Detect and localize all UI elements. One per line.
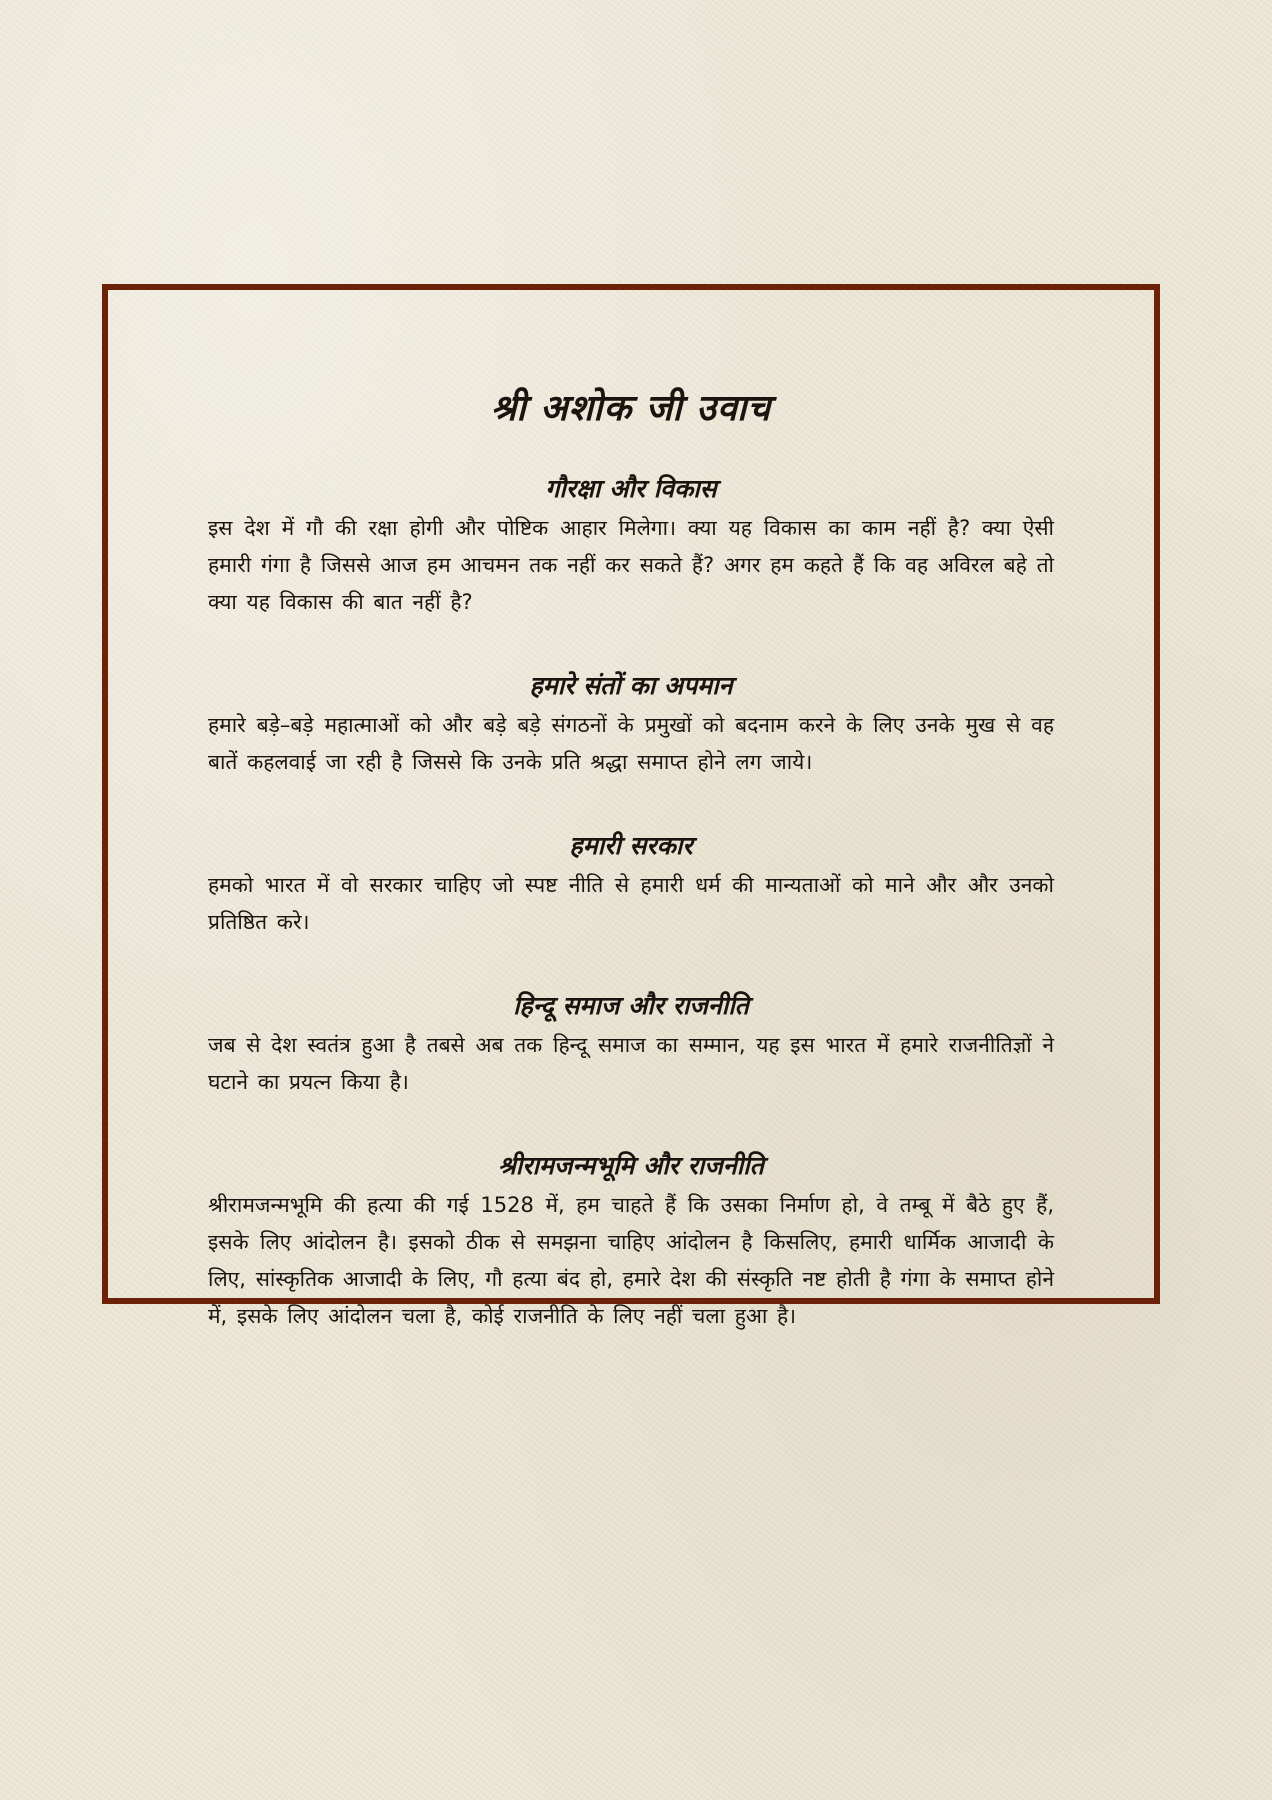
section-santon-ka-apmaan — [208, 669, 1054, 781]
section-hindu-samaj — [208, 989, 1054, 1101]
section-hamari-sarkar — [208, 829, 1054, 941]
section-body: श्रीरामजन्मभूमि की हत्या की गई 1528 में, हम चाहते हैं कि उसका निर्माण हो, वे तम्बू में बैठे हुए हैं, इसके लिए आंदोलन है। इसको ठीक से समझना चाहिए आंदोलन है किसलिए, हमारी धार्मिक आजादी के लिए, सांस्कृतिक आजादी के लिए, गौ हत्या बंद हो, हमारे देश की संस्कृति नष्ट होती है गंगा के समाप्त होने में, इसके लिए आंदोलन चला है, कोई राजनीति के लिए नहीं चला हुआ है। — [208, 1193, 1054, 1328]
section-heading: हमारे संतों का अपमान — [529, 671, 733, 700]
section-body: इस देश में गौ की रक्षा होगी और पोष्टिक आहार मिलेगा। क्या यह विकास का काम नहीं है? क्या ऐसी हमारी गंगा है जिससे आज हम आचमन तक नहीं कर सकते हैं? अगर हम कहते हैं कि वह अविरल बहे तो क्या यह विकास की बात नहीं है? — [208, 516, 1054, 614]
section-ramjanmabhoomi — [208, 1149, 1054, 1335]
section-body: जब से देश स्वतंत्र हुआ है तबसे अब तक हिन्दू समाज का सम्मान, यह इस भारत में हमारे राजनीतिज्ञों ने घटाने का प्रयत्न किया है। — [208, 1033, 1054, 1094]
section-heading: हमारी सरकार — [569, 831, 693, 860]
section-heading: गौरक्षा और विकास — [545, 474, 717, 503]
section-heading: श्रीरामजन्मभूमि और राजनीति — [498, 1151, 764, 1180]
page-content — [208, 384, 1054, 1383]
section-body: हमारे बड़े–बड़े महात्माओं को और बड़े बड़े संगठनों के प्रमुखों को बदनाम करने के लिए उनके मुख से वह बातें कहलवाई जा रही है जिससे कि उनके प्रति श्रद्धा समाप्त होने लग जाये। — [208, 713, 1054, 774]
page-title: श्री अशोक जी उवाच — [490, 387, 772, 429]
section-gauraksha — [208, 472, 1054, 621]
section-body: हमको भारत में वो सरकार चाहिए जो स्पष्ट नीति से हमारी धर्म की मान्यताओं को माने और और उनको प्रतिष्ठित करे। — [208, 873, 1054, 934]
section-heading: हिन्दू समाज और राजनीति — [513, 991, 749, 1020]
